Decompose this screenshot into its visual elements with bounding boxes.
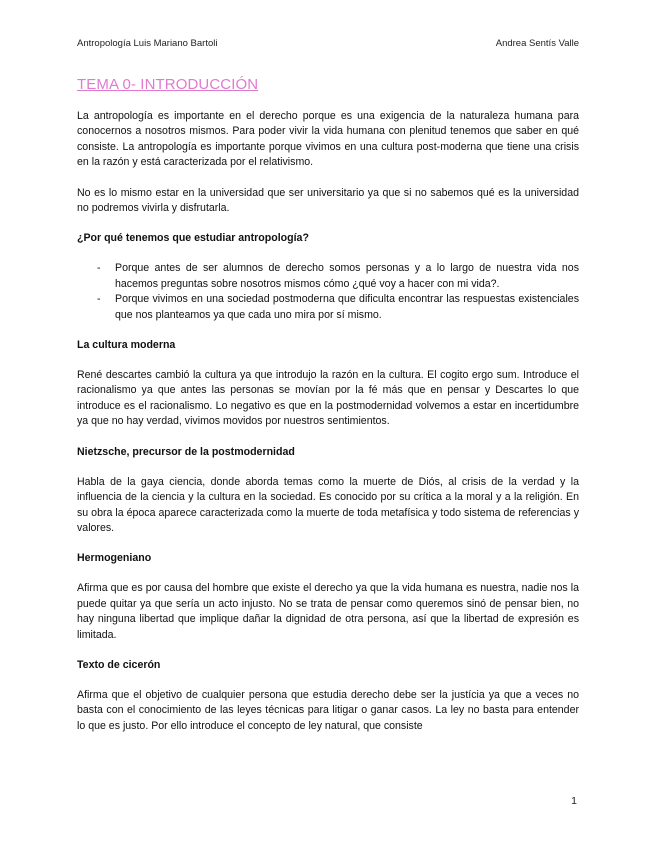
why-list bbox=[77, 261, 579, 323]
dash-bullet: - bbox=[97, 262, 101, 275]
dash-bullet: - bbox=[97, 293, 101, 306]
list-item bbox=[77, 261, 579, 292]
list-item bbox=[77, 292, 579, 323]
section-heading-ciceron: Texto de cicerón bbox=[77, 658, 161, 671]
section-heading-hermogeniano: Hermogeniano bbox=[77, 552, 152, 565]
page-title: TEMA 0- INTRODUCCIÓN bbox=[77, 76, 259, 93]
intro-paragraph-1: La antropología es importante en el derecho porque es una exigencia de la naturaleza humana para conocernos a nosotros mismos. Para poder vivir la vida humana con plenitud tenemos que saber en qué consiste. La antropología es importante porque vivimos en una cultura post-moderna que tiene una crisis en la razón y está caracterizada por el relativismo. bbox=[77, 110, 579, 169]
modern-culture-paragraph: René descartes cambió la cultura ya que introdujo la razón en la cultura. El cogito ergo sum. Introduce el racionalismo ya que antes las personas se movían por la fé más que en pensar y Descartes lo que introduce es el racionalismo. Lo negativo es que en la postmodernidad volvemos a estar en incertidumbre ya que no hay verdad, vivimos movidos por nuestros sentimientos. bbox=[77, 369, 579, 428]
ciceron-paragraph: Afirma que el objetivo de cualquier persona que estudia derecho debe ser la justícia ya que a veces no basta con el conocimiento de las leyes técnicas para litigar o ganar casos. La ley no basta para entender lo que es justo. Por ello introduce el concepto de ley natural, que consiste bbox=[77, 688, 579, 732]
page-header bbox=[77, 38, 579, 52]
page-number: 1 bbox=[571, 795, 577, 807]
section-heading-nietzsche: Nietzsche, precursor de la postmodernidad bbox=[77, 445, 295, 458]
intro-paragraph-2: No es lo mismo estar en la universidad que ser universitario ya que si no sabemos qué es la universidad no podremos vivirla y disfrutarla. bbox=[77, 186, 579, 215]
header-course-teacher: Antropología Luis Mariano Bartoli bbox=[77, 38, 218, 49]
nietzsche-paragraph: Habla de la gaya ciencia, donde aborda temas como la muerte de Diós, al crisis de la verdad y la influencia de la ciencia y la cultura en la sociedad. Es conocido por su crítica a la moral y a la religión. En su obra la época aparece caracterizada como la muerte de toda metafísica y todo sistema de referencias y valores. bbox=[77, 475, 579, 534]
hermogeniano-paragraph: Afirma que es por causa del hombre que existe el derecho ya que la vida humana es nuestra, nadie nos la puede quitar ya que sería un acto injusto. No se trata de pensar como queremos sinó de pensar bien, no hay ninguna libertad que implique dañar la dignidad de otra persona, así que la libertad de expresión es limitada. bbox=[77, 582, 579, 641]
list-item-text: Porque vivimos en una sociedad postmoderna que dificulta encontrar las respuestas existenciales que nos planteamos ya que cada uno mira por sí mismo. bbox=[115, 293, 579, 321]
header-author: Andrea Sentís Valle bbox=[495, 38, 579, 49]
section-heading-why: ¿Por qué tenemos que estudiar antropología? bbox=[77, 232, 309, 245]
list-item-text: Porque antes de ser alumnos de derecho somos personas y a lo largo de nuestra vida nos hacemos preguntas sobre nosotros mismos cómo ¿qué voy a hacer con mi vida?. bbox=[115, 262, 579, 290]
document-body bbox=[77, 76, 579, 749]
section-heading-modern-culture: La cultura moderna bbox=[77, 339, 176, 352]
